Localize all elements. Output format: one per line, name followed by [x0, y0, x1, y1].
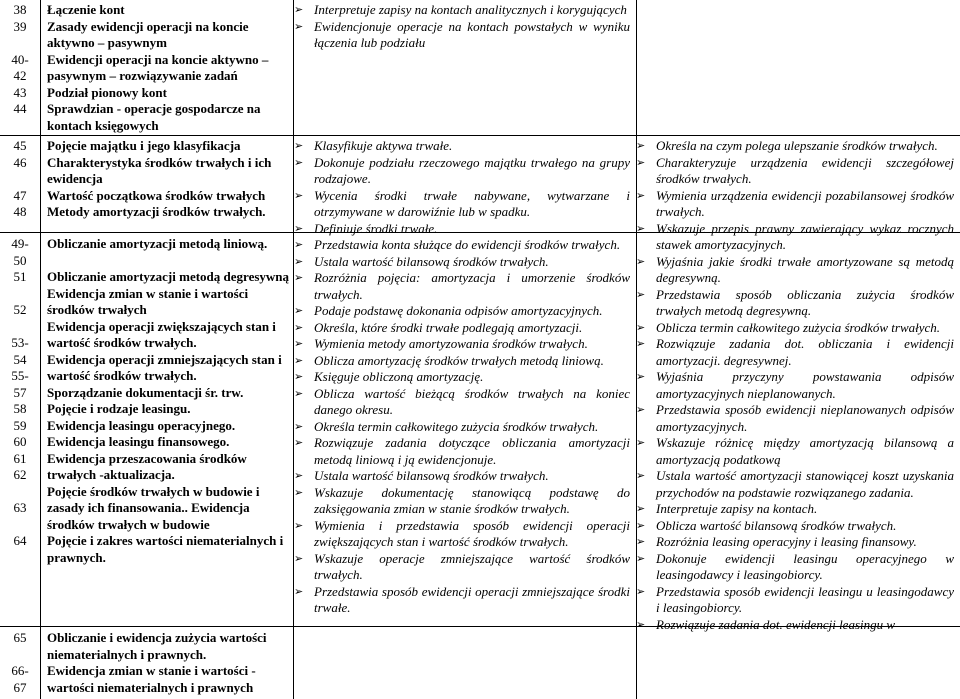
outcome-text: Dokonuje podziału rzeczowego majątku trwałego na grupy rodzajowe.: [314, 154, 630, 186]
outcome-text: Oblicza wartość bilansową środków trwałych.: [656, 517, 897, 533]
arrow-bullet-icon: ➢: [636, 156, 646, 169]
lesson-topics: Łączenie kont Zasady ewidencji operacji na koncie aktywno – pasywnym Ewidencji operacji na koncie aktywno – pasywnym – rozwiązywanie zadań Podział pionowy kont Sprawdzian - operacje gospodarcze na kontach księgowych: [47, 2, 269, 133]
outcome-text: Określa na czym polega ulepszanie środków trwałych.: [656, 138, 938, 153]
arrow-bullet-icon: ➢: [294, 420, 304, 433]
outcome-text: Przedstawia konta służące do ewidencji środków trwałych.: [314, 237, 621, 252]
outcome-text: Charakteryzuje urządzenia ewidencji szczegółowej środków trwałych.: [656, 154, 954, 186]
outcome-item: [294, 468, 630, 485]
arrow-bullet-icon: ➢: [636, 222, 646, 235]
arrow-bullet-icon: ➢: [294, 371, 304, 383]
outcome-item: [636, 253, 954, 287]
outcome-text: Wskazuje przepis prawny zawierający wykaz rocznych stawek amortyzacyjnych.: [656, 220, 954, 252]
outcome-item: [294, 253, 630, 271]
outcome-text: Wyjaśnia przyczyny powstawania odpisów amortyzacyjnych nieplanowanych.: [656, 369, 954, 401]
arrow-bullet-icon: ➢: [636, 519, 646, 532]
arrow-bullet-icon: ➢: [294, 156, 304, 169]
outcome-text: Przedstawia sposób obliczania zużycia środków trwałych metodą degresywną.: [656, 286, 954, 318]
lesson-topics: Obliczanie amortyzacji metodą liniową. Obliczanie amortyzacji metodą degresywną Ewidencja zmian w stanie i wartości środków trwałych Ewidencja operacji zwiększających stan i wartość środków trwałych. Ewidencja operacji zmniejszających stan i wartość środków trwałych. Sporządzanie dokumentacji śr. trw. Pojęcie i rodzaje leasingu. Ewidencja leasingu operacyjnego. Ewidencja leasingu finansowego. Ewidencja przeszacowania środków trwałych -aktualizacja. Pojęcie środków trwałych w budowie i zasady ich finansowania.. Ewidencja środków trwałych w budowie Pojęcie i zakres wartości niematerialnych i prawnych.: [47, 236, 290, 565]
outcome-item: [294, 336, 630, 353]
outcome-item: [636, 138, 954, 155]
outcome-text: Rozróżnia pojęcia: amortyzacja i umorzenie środków trwałych.: [314, 270, 630, 302]
outcome-text: Wskazuje różnicę między amortyzacją bilansową a amortyzacją podatkową: [656, 435, 954, 467]
outcome-item: [294, 237, 630, 254]
outcome-item: [294, 385, 630, 419]
outcome-text: Ustala wartość bilansową środków trwałych.: [314, 468, 549, 483]
outcome-item: [294, 187, 630, 221]
outcome-item: [294, 138, 630, 155]
arrow-bullet-icon: ➢: [294, 272, 304, 284]
arrow-bullet-icon: ➢: [636, 404, 646, 416]
outcome-item: [294, 435, 630, 468]
arrow-bullet-icon: ➢: [636, 470, 646, 482]
arrow-bullet-icon: ➢: [636, 503, 646, 515]
outcome-text: Przedstawia sposób ewidencji nieplanowanych odpisów amortyzacyjnych.: [656, 402, 954, 434]
row-divider: [0, 135, 960, 136]
outcome-item: [636, 154, 954, 188]
outcome-item: [294, 583, 630, 617]
basic-outcomes: [294, 138, 630, 617]
arrow-bullet-icon: ➢: [636, 437, 646, 449]
outcome-item: [294, 319, 630, 337]
arrow-bullet-icon: ➢: [294, 486, 304, 499]
arrow-bullet-icon: ➢: [636, 338, 646, 350]
outcome-text: Wskazuje operacje zmniejszające wartość środków trwałych.: [314, 550, 630, 582]
outcome-item: [294, 270, 630, 303]
arrow-bullet-icon: ➢: [294, 305, 304, 317]
outcome-item: [636, 616, 954, 634]
outcome-text: Interpretuje zapisy na kontach analitycznych i korygujących: [314, 2, 627, 17]
arrow-bullet-icon: ➢: [294, 321, 304, 334]
arrow-bullet-icon: ➢: [294, 585, 304, 598]
lesson-topics: Obliczanie i ewidencja zużycia wartości niematerialnych i prawnych. Ewidencja zmian w stanie i wartości - wartości niematerialnych i prawnych: [47, 630, 267, 695]
outcome-text: Określa termin całkowitego zużycia środków trwałych.: [314, 418, 599, 434]
outcome-text: Wyjaśnia jakie środki trwałe amortyzowane są metodą degresywną.: [656, 253, 954, 285]
lesson-numbers: 49- 50 51 52 53- 54 55- 57 58 59 60 61 62 63 64: [11, 236, 29, 548]
outcome-item: [636, 435, 954, 468]
lesson-numbers: 38 39 40- 42 43 44: [11, 2, 29, 116]
lesson-topics: Pojęcie majątku i jego klasyfikacja Charakterystyka środków trwałych i ich ewidencja Wartość początkowa środków trwałych Metody amortyzacji środków trwałych.: [47, 138, 272, 219]
arrow-bullet-icon: ➢: [294, 140, 304, 152]
outcome-item: [636, 286, 954, 320]
outcome-text: Ewidencjonuje operacje na kontach powstałych w wyniku łączenia lub podziału: [314, 18, 630, 50]
arrow-bullet-icon: ➢: [636, 288, 646, 301]
outcome-text: Wymienia i przedstawia sposób ewidencji operacji zwiększających stan i wartość środków trwałych.: [314, 517, 630, 549]
outcome-item: [636, 501, 954, 518]
column-divider: [40, 0, 41, 699]
outcome-item: [636, 550, 954, 584]
outcome-text: Rozwiązuje zadania dot. ewidencji leasingu w: [656, 616, 896, 632]
outcome-text: Oblicza termin całkowitego zużycia środków trwałych.: [656, 319, 941, 335]
outcome-item: [636, 468, 954, 501]
outcome-item: [636, 369, 954, 402]
outcome-item: [294, 352, 630, 370]
arrow-bullet-icon: ➢: [636, 371, 646, 383]
arrow-bullet-icon: ➢: [636, 255, 646, 268]
arrow-bullet-icon: ➢: [294, 519, 304, 532]
outcome-text: Oblicza amortyzację środków trwałych metodą liniową.: [314, 352, 604, 368]
outcome-text: Księguje obliczoną amortyzację.: [314, 369, 484, 384]
outcome-text: Przedstawia sposób ewidencji leasingu u leasingodawcy i leasingobiorcy.: [656, 583, 954, 615]
arrow-bullet-icon: ➢: [294, 222, 304, 235]
arrow-bullet-icon: ➢: [294, 4, 304, 16]
outcome-item: [636, 583, 954, 617]
arrow-bullet-icon: ➢: [636, 618, 646, 631]
outcome-item: [636, 336, 954, 369]
arrow-bullet-icon: ➢: [294, 189, 304, 202]
outcome-text: Definiuje środki trwałe.: [314, 220, 438, 236]
arrow-bullet-icon: ➢: [294, 470, 304, 482]
outcome-item: [294, 550, 630, 584]
lesson-numbers: 65 66- 67: [11, 630, 29, 695]
outcome-text: Ustala wartość amortyzacji stanowiącej koszt uzyskania przychodów na podstawie rozwiązanego zadania.: [656, 468, 954, 500]
outcome-text: Rozwiązuje zadania dotyczące obliczania amortyzacji metodą liniową i ją ewidencjonuje.: [314, 435, 630, 467]
outcome-item: [636, 517, 954, 535]
arrow-bullet-icon: ➢: [294, 354, 304, 367]
arrow-bullet-icon: ➢: [294, 437, 304, 449]
outcome-text: Wycenia środki trwałe nabywane, wytwarzane i otrzymywane w darowiźnie lub w spadku.: [314, 187, 630, 219]
outcome-text: Oblicza wartość bieżącą środków trwałych na koniec danego okresu.: [314, 385, 630, 417]
outcome-text: Przedstawia sposób ewidencji operacji zmniejszające środki trwałe.: [314, 583, 630, 615]
outcome-text: Wskazuje dokumentację stanowiącą podstawę do zaksięgowania zmian w stanie środków trwałych.: [314, 484, 630, 516]
outcome-item: [294, 2, 630, 19]
outcome-text: Określa, które środki trwałe podlegają amortyzacji.: [314, 319, 583, 335]
arrow-bullet-icon: ➢: [636, 552, 646, 565]
outcome-text: Rozwiązuje zadania dot. obliczania i ewidencji amortyzacji. degresywnej.: [656, 336, 954, 368]
arrow-bullet-icon: ➢: [636, 140, 646, 152]
outcome-text: Wymienia metody amortyzowania środków trwałych.: [314, 336, 588, 351]
arrow-bullet-icon: ➢: [636, 536, 646, 548]
outcome-item: [636, 319, 954, 337]
arrow-bullet-icon: ➢: [294, 20, 304, 33]
basic-outcomes: [294, 2, 630, 52]
outcome-text: Rozróżnia leasing operacyjny i leasing finansowy.: [656, 534, 917, 549]
outcome-item: [636, 220, 954, 254]
outcome-item: [294, 303, 630, 320]
arrow-bullet-icon: ➢: [294, 387, 304, 400]
lesson-numbers: 45 46 47 48: [13, 138, 27, 219]
outcome-item: [294, 369, 630, 386]
outcome-item: [294, 220, 630, 238]
outcome-text: Podaje podstawę dokonania odpisów amortyzacyjnych.: [314, 303, 603, 318]
outcome-text: Wymienia urządzenia ewidencji pozabilansowej środków trwałych.: [656, 187, 954, 219]
arrow-bullet-icon: ➢: [294, 239, 304, 251]
arrow-bullet-icon: ➢: [294, 338, 304, 350]
arrow-bullet-icon: ➢: [636, 321, 646, 334]
outcome-item: [294, 517, 630, 551]
outcome-item: [294, 154, 630, 188]
extended-outcomes: [636, 138, 954, 633]
outcome-item: [636, 187, 954, 221]
outcome-text: Interpretuje zapisy na kontach.: [656, 501, 818, 516]
arrow-bullet-icon: ➢: [294, 255, 304, 268]
outcome-item: [294, 418, 630, 436]
outcome-item: [636, 534, 954, 551]
arrow-bullet-icon: ➢: [636, 585, 646, 598]
outcome-item: [636, 402, 954, 435]
arrow-bullet-icon: ➢: [294, 552, 304, 565]
outcome-text: Ustala wartość bilansową środków trwałych.: [314, 253, 549, 269]
outcome-item: [294, 18, 630, 52]
outcome-item: [294, 484, 630, 518]
outcome-text: Klasyfikuje aktywa trwałe.: [314, 138, 453, 153]
outcome-text: Dokonuje ewidencji leasingu operacyjnego w leasingodawcy i leasingobiorcy.: [656, 550, 954, 582]
arrow-bullet-icon: ➢: [636, 189, 646, 202]
